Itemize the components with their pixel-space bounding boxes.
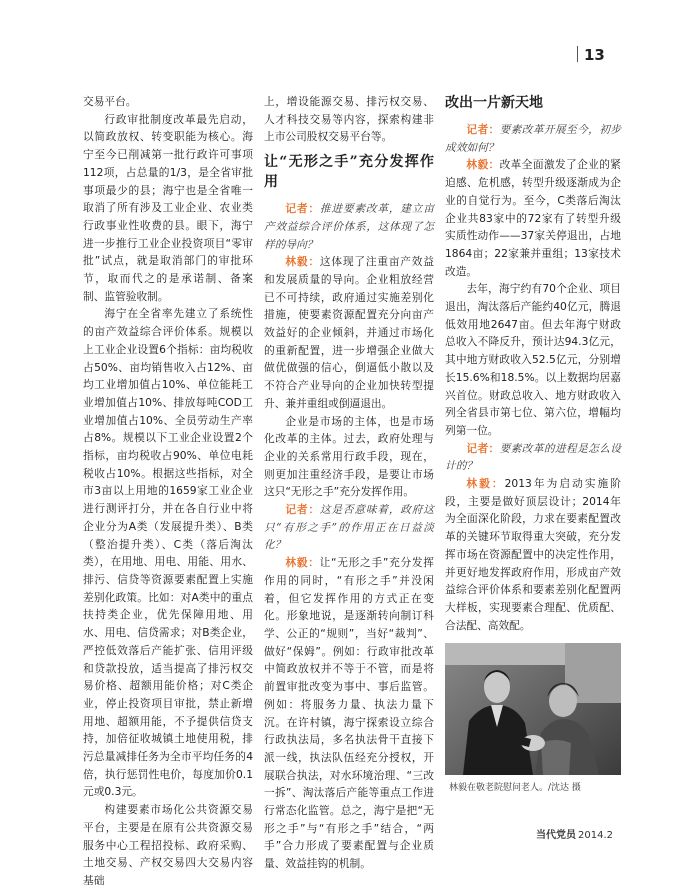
answer [264,554,434,873]
reporter-label: 记者： [285,503,320,517]
interviewee-label: 林毅： [285,556,320,570]
reporter-label: 记者： [466,441,500,455]
issue-number: 2014.2 [578,830,613,841]
interviewee-label: 林毅： [466,158,500,172]
paragraph: 交易平台。 [83,95,137,108]
photo-illustration [445,643,621,775]
question-text: 要素改革的进程是怎么设计的？ [445,441,621,473]
paragraph: 构建要素市场化公共资源交易平台，主要是在原有公共资源交易服务中心工程招投标、政府采购、土地交易、产权交易四大交易内容基础 [83,803,253,887]
answer-text: 2013年为启动实施阶段，主要是做好顶层设计；2014年为全面深化阶段，力求在要素配置改革的关键环节取得重大突破，充分发挥市场在资源配置中的决定性作用，并更好地发挥政府作用，形成亩产效益综合评价体系和要素差别化配置两大样板，实现要素合理配、优质配、合法配、高效配。 [445,477,621,632]
question-text: 要素改革开展至今，初步成效如何？ [445,123,621,154]
answer-text: 改革全面激发了企业的紧迫感、危机感，转型升级逐渐成为企业的自觉行为。至今，C类落后淘汰企业共83家中的72家有了转型升级实质性动作——37家关停退出，占地1864亩；22家兼并重组；13家技术改造。 [445,158,621,278]
footer [536,826,613,841]
page-number [577,46,605,64]
answer-text: 这体现了注重亩产效益和发展质量的导向。企业粗放经营已不可持续，政府通过实施差别化措施，使要素资源配置充分向亩产效益好的企业倾斜，并通过市场化的重新配置，进一步增强企业做大做优做强的信心，倒逼低小散以及不符合产业导向的企业加快转型提升、兼并重组或倒逼退出。 [264,255,434,410]
interviewee-label: 林毅： [285,255,320,269]
question-text: 推进要素改革，建立亩产效益综合评价体系，这体现了怎样的导向？ [264,202,434,251]
photo-caption: 林毅在敬老院慰问老人。/沈达 摄 [449,783,581,793]
paragraph: 行政审批制度改革最先启动，以简政放权、转变职能为核心。海宁至今已削减第一批行政许可事项112项，占总量的1/3，是全省审批事项最少的县；海宁也是全省唯一取消了所有涉及工业企业、农业类行政事业性收费的县。眼下，海宁进一步推行工业企业投资项目“零审批”试点，就是取消部门的审批环节，取而代之的是承诺制、备案制、监管验收制。 [83,112,253,303]
paragraph: 企业是市场的主体，也是市场化改革的主体。过去，政府处理与企业的关系常用行政手段，现在，则更加注重经济手段，是要让市场这只“无形之手”充分发挥作用。 [264,414,434,499]
question [264,501,434,554]
paragraph: 海宁在全省率先建立了系统性的亩产效益综合评价体系。规模以上工业企业设置6个指标：亩均税收占50%、亩均销售收入占12%、亩均工业增加值占10%、单位能耗工业增加值占10%、排放每吨COD工业增加值占10%、全员劳动生产率占8%。规模以下工业企业设置2个指标，亩均税收占90%、单位电耗税收占10%。根据这些指标，对全市3亩以上用地的1659家工业企业进行测评打分，并在各自行业中将企业分为A类（发展提升类）、B类（整治提升类）、C类（落后淘汰类），在用地、用电、用能、用水、排污、信贷等资源要素配置上实施差别化政策。比如：对A类中的重点扶持类企业，优先保障用地、用水、用电、信贷需求；对B类企业，严控低效落后产能扩张、信用评级和贷款投放，适当提高了排污权交易价格、超额用能价格；对C类企业，停止投资项目审批，禁止新增用地、超额用能，不予提供信贷支持，加倍征收城镇土地使用税，排污总量减排任务为全市平均任务的4倍，执行惩罚性电价，每度加价0.1元或0.3元。 [83,307,253,799]
reporter-label: 记者： [466,123,500,136]
paragraph: 上，增设能源交易、排污权交易、人才科技交易等内容，探索构建非上市公司股权交易平台等。 [264,95,434,144]
column-2 [264,93,434,873]
reporter-label: 记者： [285,202,320,216]
question [264,200,434,253]
photo-official-visiting-elderly [445,643,621,775]
answer-text: 让“无形之手”充分发挥作用的同时，“有形之手”并没闲着，但它发挥作用的方式正在变化。形象地说，是逐渐转向制订科学、公正的“规则”，当好“裁判”、做好“保姆”。例如：行政审批改革中简政放权并不等于不管，而是将前置审批改变为事中、事后监管。例如：将服务力量、执法力量下沉。在许村镇，海宁探索设立综合行政执法局，多名执法骨干直接下派一线，执法队伍经充分授权，开展联合执法，对水环境治理、“三改一拆”、淘汰落后产能等重点工作进行常态化监管。总之，海宁是把“无形之手”与“有形之手”结合，“两手”合力形成了要素配置与企业质量、效益挂钩的机制。 [264,556,434,871]
question-text: 这是否意味着，政府这只“有形之手”的作用正在日益淡化？ [264,503,434,552]
column-3 [445,93,621,634]
magazine-name: 当代党员 [536,830,576,841]
answer [445,475,621,634]
section-heading: 让“无形之手”充分发挥作用 [264,154,434,191]
page-number-text: 13 [584,46,605,64]
interviewee-label: 林毅： [466,477,505,491]
page-number-divider [577,46,578,62]
section-heading: 改出一片新天地 [445,95,543,111]
answer [264,253,434,412]
column-1 [83,93,253,890]
question [445,121,621,156]
question [445,440,621,475]
paragraph: 去年，海宁约有70个企业、项目退出，淘汰落后产能约40亿元，腾退低效用地2647亩。但去年海宁财政总收入不降反升，预计达94.3亿元，其中地方财政收入52.5亿元，分别增长15.6%和18.5%。以上数据均居嘉兴首位。财政总收入、地方财政收入列全省县市第七位、第六位，增幅均列第一位。 [445,282,621,437]
answer [445,156,621,280]
